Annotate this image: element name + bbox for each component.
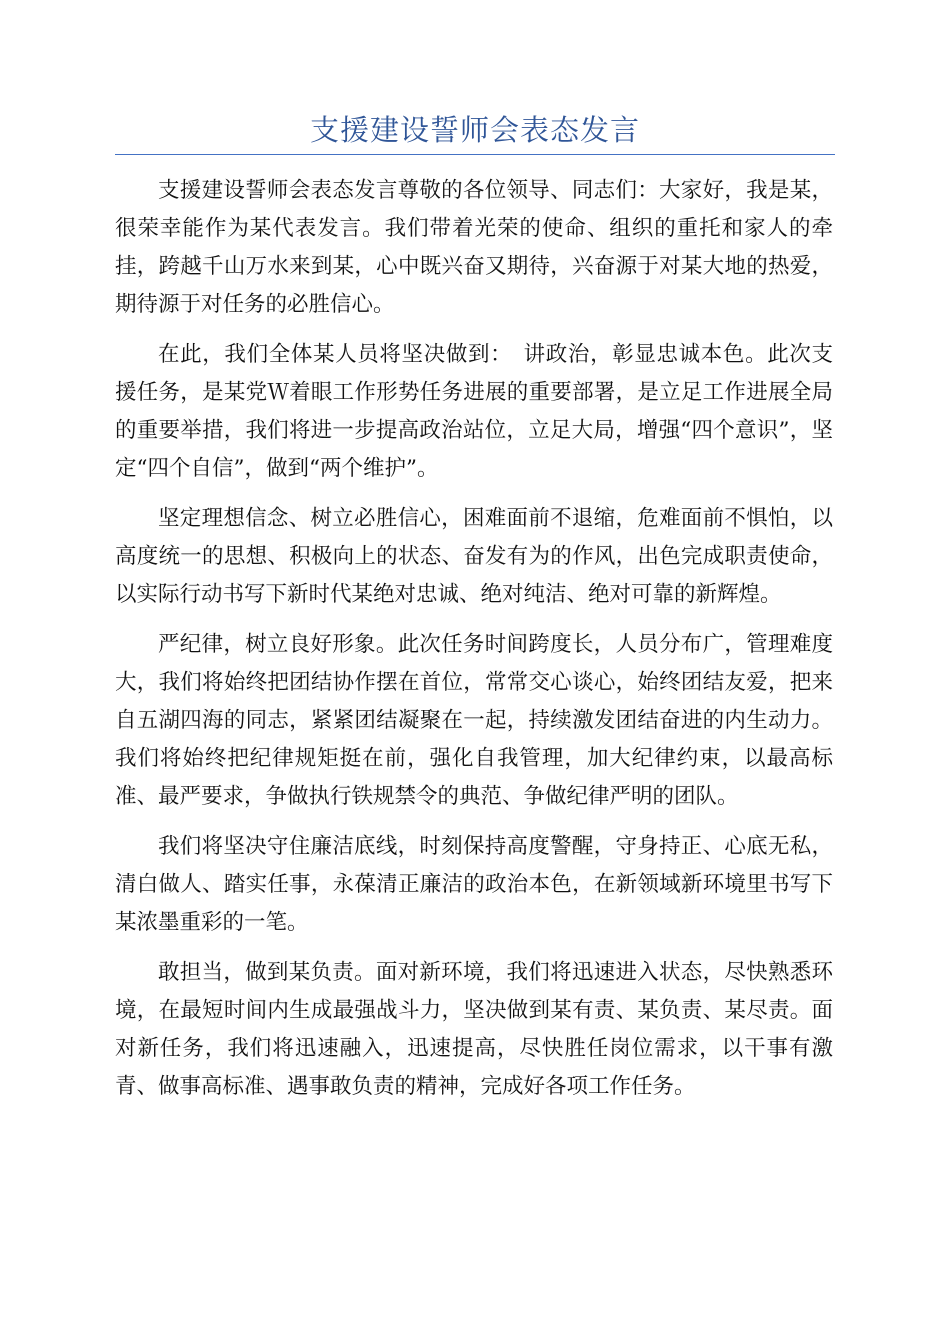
- paragraph-6: 敢担当，做到某负责。面对新环境，我们将迅速进入状态，尽快熟悉环境，在最短时间内生成最强战斗力，坚决做到某有责、某负责、某尽责。面对新任务，我们将迅速融入，迅速提高，尽快胜任岗位需求，以干事有激青、做事高标准、遇事敢负责的精神，完成好各项工作任务。: [115, 960, 833, 1099]
- title-underline: [115, 154, 835, 155]
- paragraph-5: 我们将坚决守住廉洁底线，时刻保持高度警醒，守身持正、心底无私，清白做人、踏实任事，永葆清正廉洁的政治本色，在新领域新环境里书写下某浓墨重彩的一笔。: [115, 834, 833, 935]
- paragraph-4: 严纪律，树立良好形象。此次任务时间跨度长，人员分布广，管理难度大，我们将始终把团结协作摆在首位，常常交心谈心，始终团结友爱，把来自五湖四海的同志，紧紧团结凝聚在一起，持续激发团结奋进的内生动力。我们将始终把纪律规矩挺在前，强化自我管理，加大纪律约束，以最高标准、最严要求，争做执行铁规禁令的典范、争做纪律严明的团队。: [115, 632, 833, 809]
- paragraph-1: 支援建设誓师会表态发言尊敬的各位领导、同志们：大家好，我是某，很荣幸能作为某代表发言。我们带着光荣的使命、组织的重托和家人的牵挂，跨越千山万水来到某，心中既兴奋又期待，兴奋源于对某大地的热爱，期待源于对任务的必胜信心。: [115, 178, 833, 317]
- paragraph-2: 在此，我们全体某人员将坚决做到： 讲政治，彰显忠诚本色。此次支援任务，是某党Ｗ着眼工作形势任务进展的重要部署，是立足工作进展全局的重要举措，我们将进一步提高政治站位，立足大局，增强“四个意识”，坚定“四个自信”，做到“两个维护”。: [115, 342, 833, 481]
- paragraph-3: 坚定理想信念、树立必胜信心，困难面前不退缩，危难面前不惧怕，以高度统一的思想、积极向上的状态、奋发有为的作风，出色完成职责使命，以实际行动书写下新时代某绝对忠诚、绝对纯洁、绝对可靠的新辉煌。: [115, 506, 833, 607]
- document-body: [115, 172, 833, 1118]
- document-title: 支援建设誓师会表态发言: [309, 113, 640, 147]
